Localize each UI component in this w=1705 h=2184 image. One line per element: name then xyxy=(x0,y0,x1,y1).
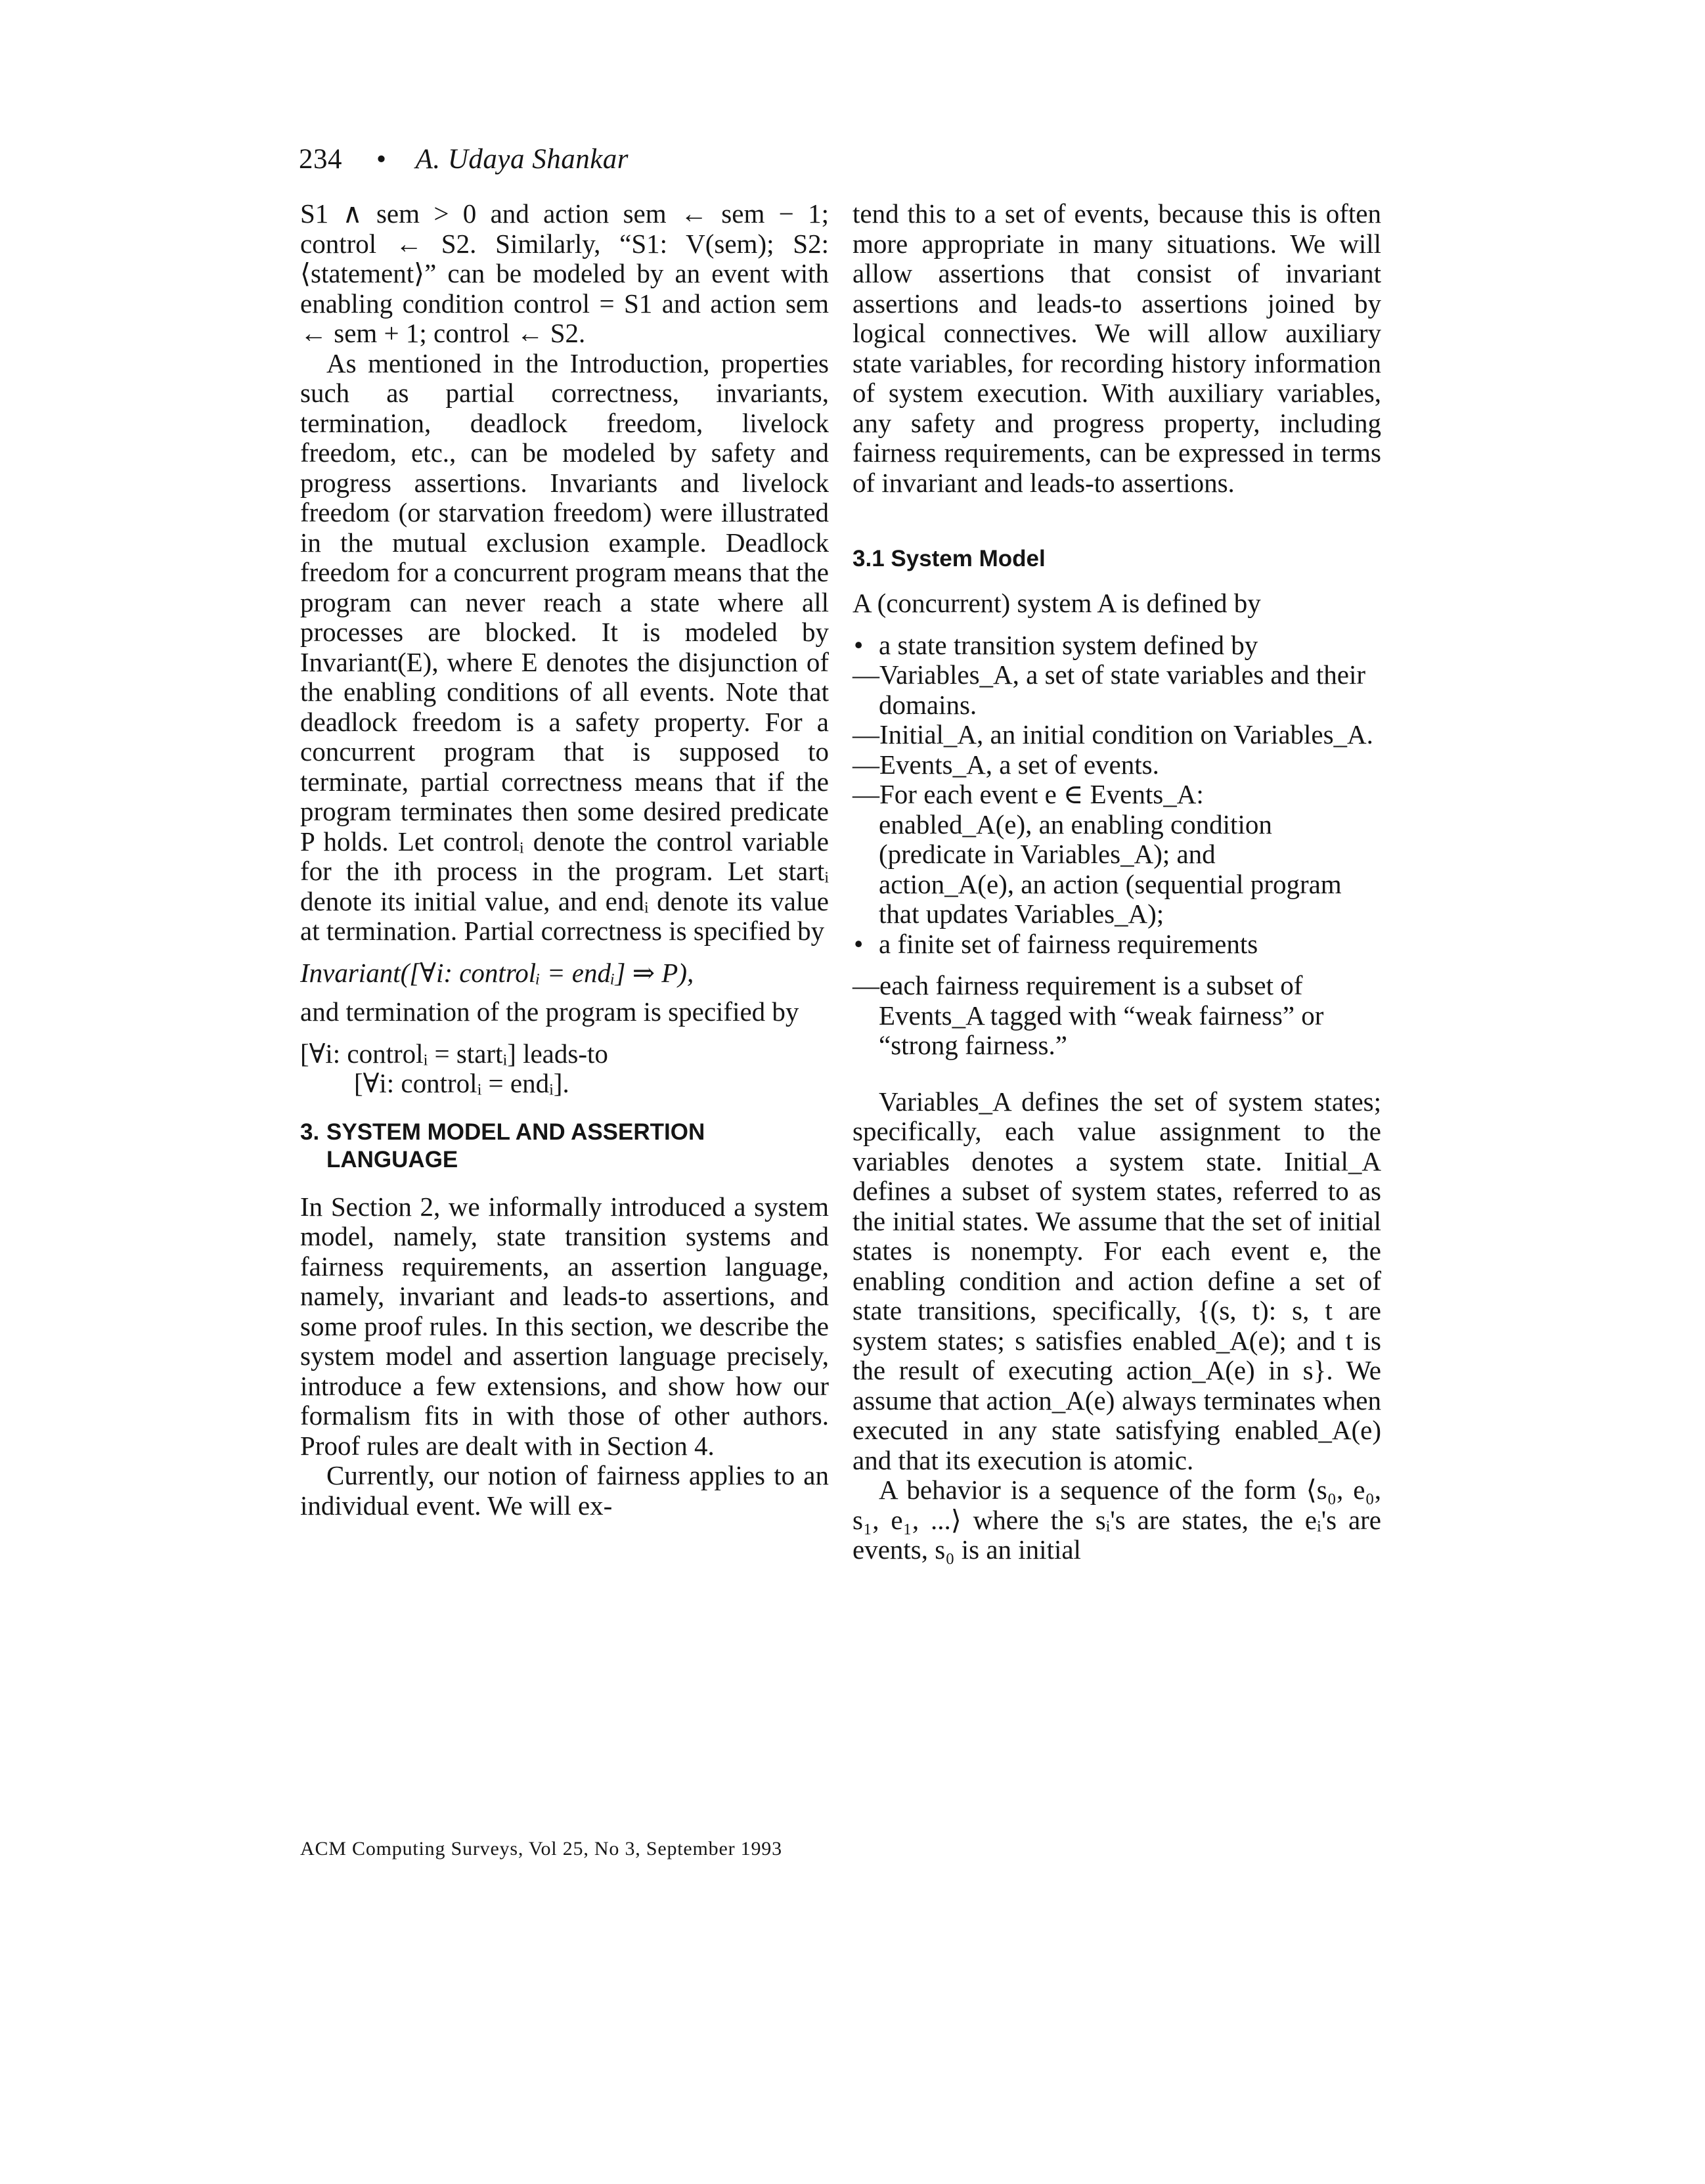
left-para-5: Currently, our notion of fairness applies to an individual event. We will ex- xyxy=(300,1460,829,1521)
left-para-3: and termination of the program is specified by xyxy=(300,996,799,1027)
formula-partial-correctness xyxy=(300,958,829,989)
subsection-heading: 3.1 System Model xyxy=(852,546,1046,571)
dash-events: —Events_A, a set of events. xyxy=(852,749,1159,780)
dash-variables: —Variables_A, a set of state variables and their domains. xyxy=(852,659,1366,720)
system-definition-list xyxy=(852,631,1381,661)
dash-initial: —Initial_A, an initial condition on Variables_A. xyxy=(852,719,1373,749)
sub-enabled: enabled_A(e), an enabling condition (predicate in Variables_A); and xyxy=(879,809,1272,869)
right-para-3: A behavior is a sequence of the form ⟨s₀, e₀, s₁, e₁, ...⟩ where the sᵢ's are states, the eᵢ's are events, s₀ is an initial xyxy=(852,1475,1381,1565)
left-para-1: S1 ∧ sem > 0 and action sem ← sem − 1; control ← S2. Similarly, “S1: V(sem); S2: ⟨statement⟩” can be modeled by an event with enabling condition control = S1 and action sem ← sem + 1; control ← S2. xyxy=(300,198,829,348)
formula-termination-line-1: [∀i: controlᵢ = startᵢ] leads-to xyxy=(300,1038,608,1069)
bullet-fairness: • a finite set of fairness requirements xyxy=(852,929,1381,960)
header-separator: • xyxy=(376,144,387,175)
dash-for-each-event: —For each event e ∈ Events_A: xyxy=(852,779,1204,809)
formula-termination xyxy=(300,1039,829,1099)
right-column xyxy=(852,199,1381,1565)
section-number: 3. xyxy=(300,1119,320,1145)
header-author: A. Udaya Shankar xyxy=(415,144,629,175)
journal-footer: ACM Computing Surveys, Vol 25, No 3, September 1993 xyxy=(300,1838,782,1860)
right-para-2: Variables_A defines the set of system states; specifically, each value assignment to the variables denotes a system state. Initial_A defines a subset of system states, referred to as the initial states. We assume that the set of initial states is nonempty. For each event e, the enabling condition and action define a set of state transitions, specifically, {(s, t): s, t are system states; s satisfies enabled_A(e); and t is the result of executing action_A(e) in s}. We assume that action_A(e) always terminates when executed in any state satisfying enabled_A(e) and that its execution is atomic. xyxy=(852,1086,1381,1475)
dash-fairness-requirement: —each fairness requirement is a subset of Events_A tagged with “weak fairness” or “strong fairness.” xyxy=(852,970,1324,1060)
right-para-1: tend this to a set of events, because this is often more appropriate in many situations. We will allow assertions that consist of invariant assertions and leads-to assertions joined by logical connectives. We will allow auxiliary state variables, for recording history information of system execution. With auxiliary variables, any safety and progress property, including fairness requirements, can be expressed in terms of invariant and leads-to assertions. xyxy=(852,198,1381,498)
running-header xyxy=(299,143,629,175)
left-para-4: In Section 2, we informally introduced a system model, namely, state transition systems and fairness requirements, an assertion language, namely, invariant and leads-to assertions, and some proof rules. In this section, we describe the system model and assertion language precisely, introduce a few extensions, and show how our formalism fits in with those of other authors. Proof rules are dealt with in Section 4. xyxy=(300,1191,829,1461)
system-intro: A (concurrent) system A is defined by xyxy=(852,588,1261,618)
section-title-line-1: SYSTEM MODEL AND ASSERTION xyxy=(326,1119,705,1145)
section-title-line-2: LANGUAGE xyxy=(326,1146,458,1172)
page-number: 234 xyxy=(299,144,342,175)
bullet-state-transition: • a state transition system defined by xyxy=(852,631,1381,661)
formula-partial-correctness-text: Invariant([∀i: controlᵢ = endᵢ] ⇒ P), xyxy=(300,957,694,988)
sub-action: action_A(e), an action (sequential program that updates Variables_A); xyxy=(879,868,1342,929)
fairness-list xyxy=(852,929,1381,960)
section-heading xyxy=(300,1119,829,1174)
left-para-2: As mentioned in the Introduction, properties such as partial correctness, invariants, termination, deadlock freedom, livelock freedom, etc., can be modeled by safety and progress assertions. Invariants and livelock freedom (or starvation freedom) were illustrated in the mutual exclusion example. Deadlock freedom for a concurrent program means that the program can never reach a state where all processes are blocked. It is modeled by Invariant(E), where E denotes the disjunction of the enabling conditions of all events. Note that deadlock freedom is a safety property. For a concurrent program that is supposed to terminate, partial correctness means that if the program terminates then some desired predicate P holds. Let controlᵢ denote the control variable for the ith process in the program. Let startᵢ denote its initial value, and endᵢ denote its value at termination. Partial correctness is specified by xyxy=(300,347,829,946)
formula-termination-line-2: [∀i: controlᵢ = endᵢ]. xyxy=(354,1068,569,1098)
left-column xyxy=(300,199,829,1521)
